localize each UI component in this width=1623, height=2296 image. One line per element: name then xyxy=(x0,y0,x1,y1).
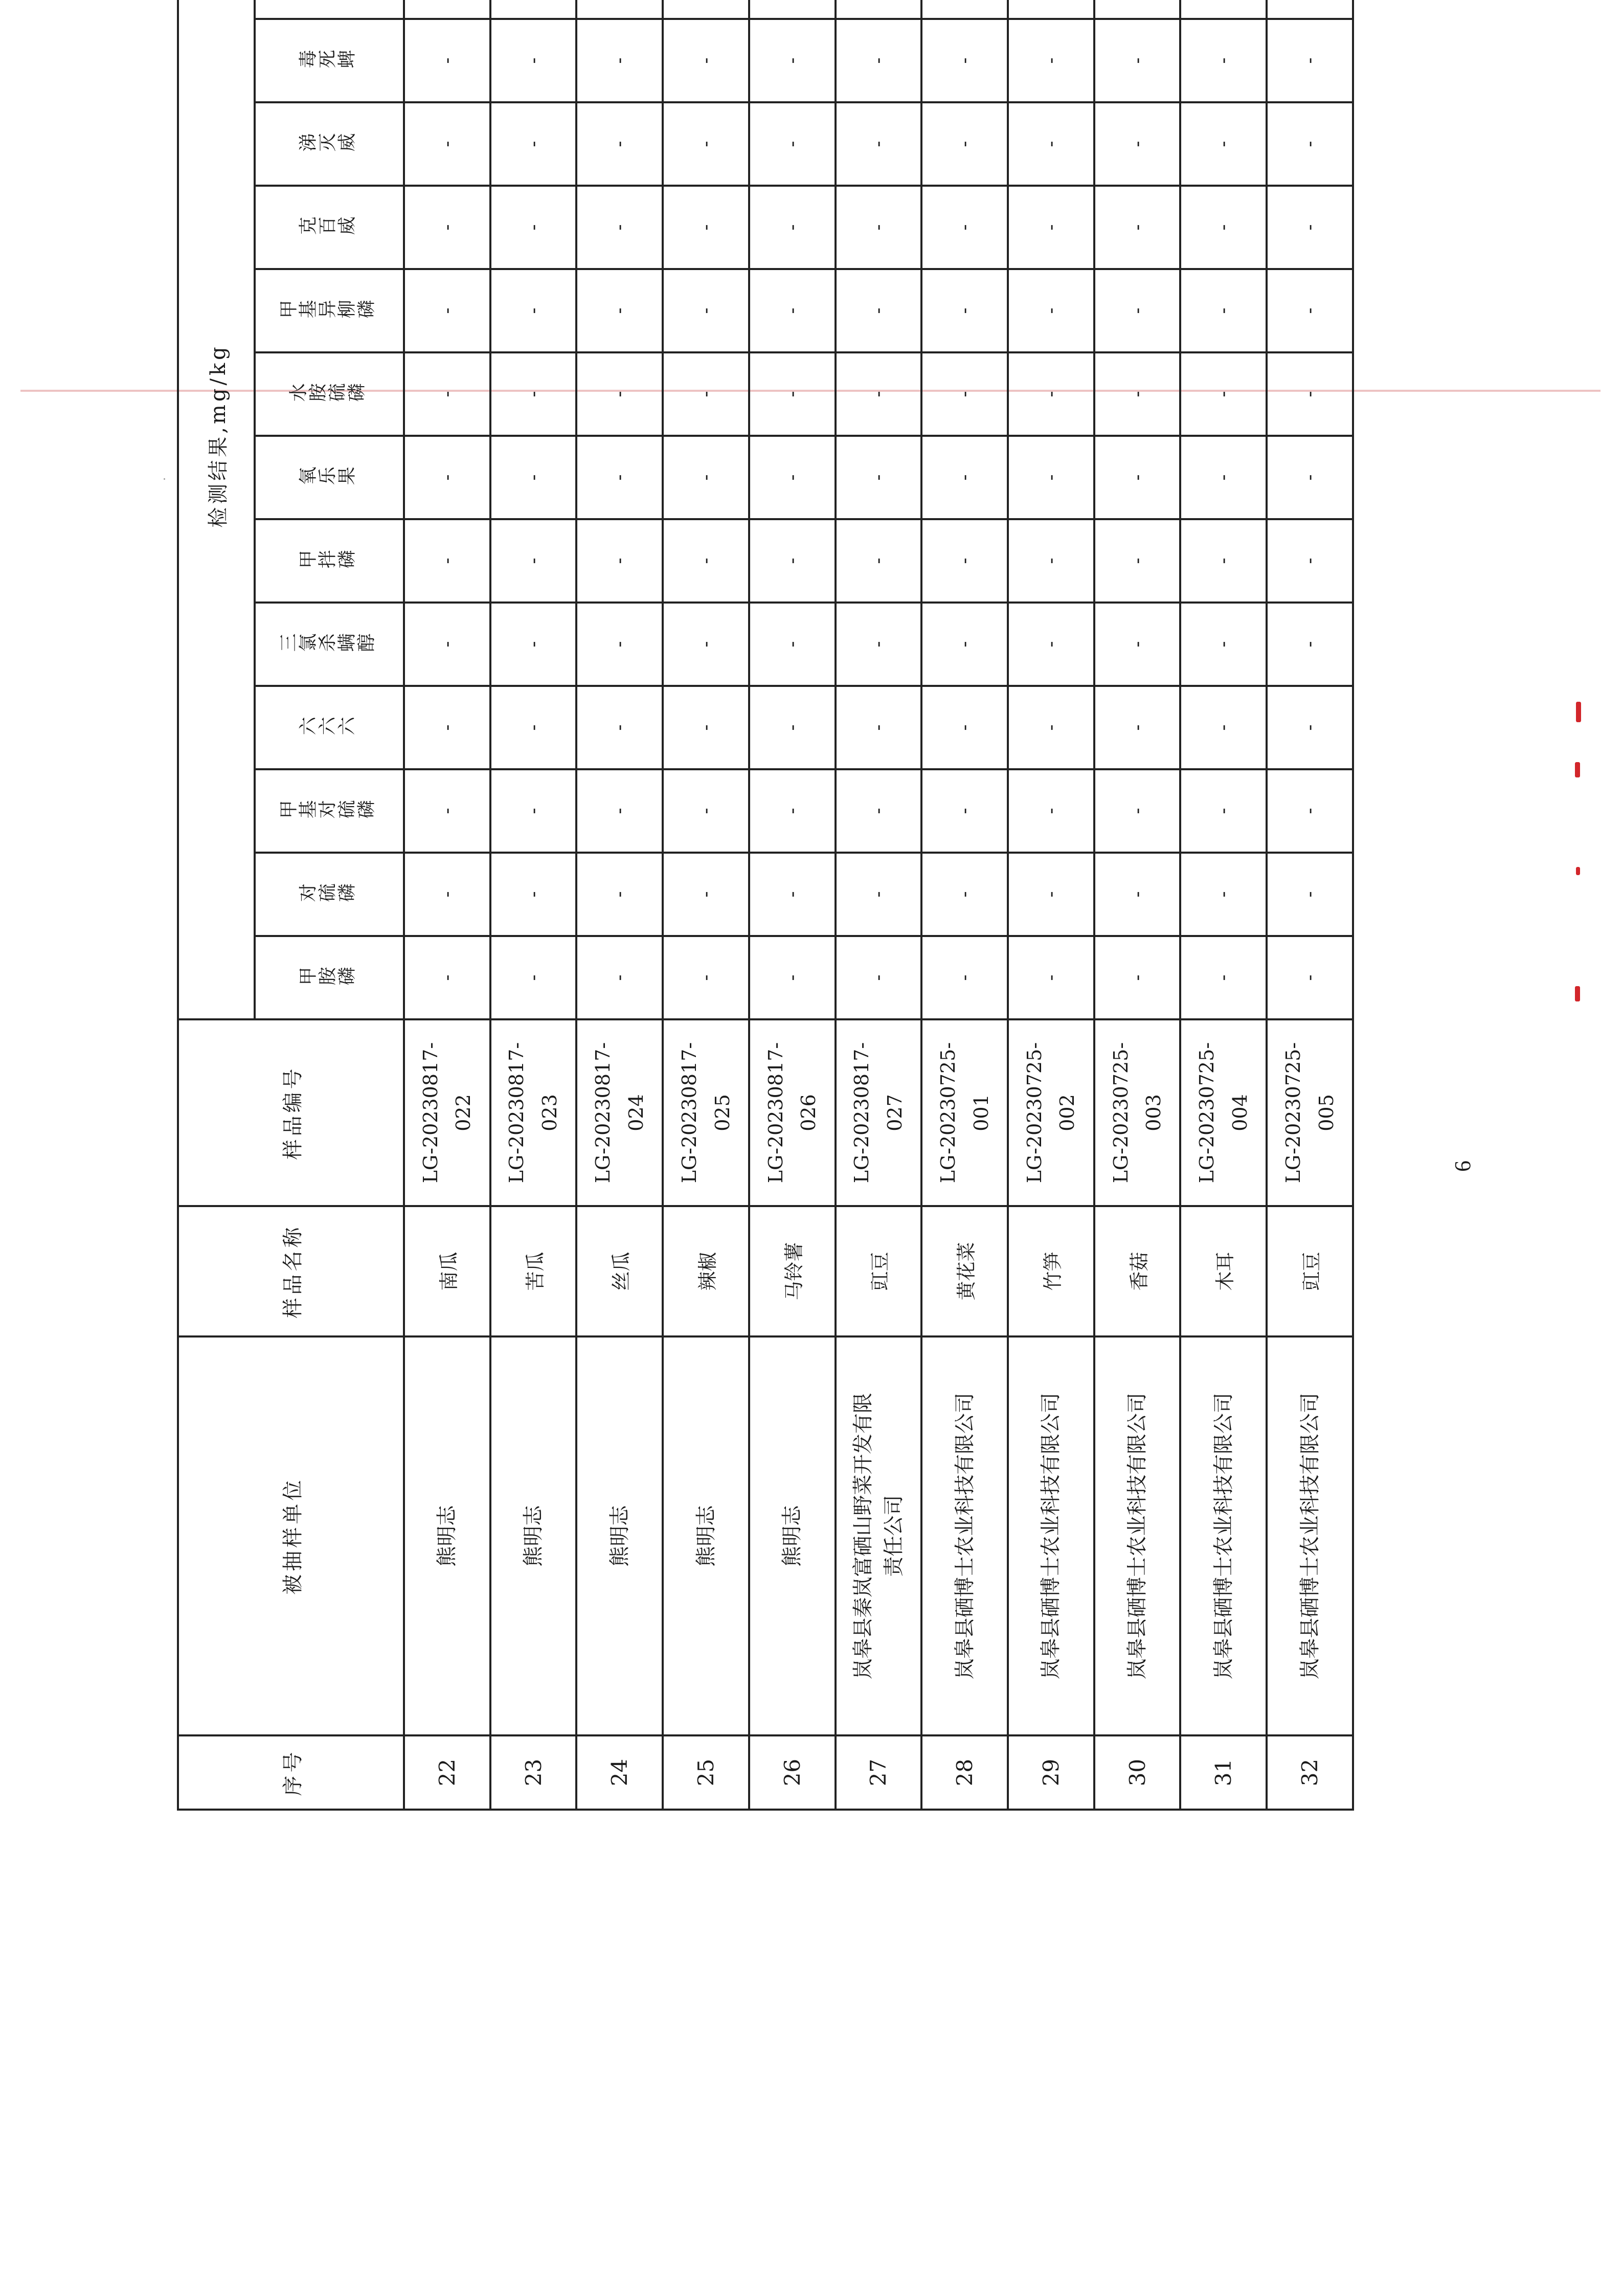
cell-unit xyxy=(1094,1336,1181,1735)
text-line: 熊明志 xyxy=(435,1505,459,1567)
text-line: 岚皋县硒博士农业科技有限公司 xyxy=(1211,1393,1235,1679)
table-row xyxy=(1267,0,1353,1810)
cell-sample-name: 丝瓜 xyxy=(576,1206,663,1336)
cell-sample-name: 南瓜 xyxy=(404,1206,490,1336)
cell-sample-name: 苦瓜 xyxy=(490,1206,577,1336)
table-row xyxy=(1008,0,1094,1810)
cell-result: - xyxy=(576,686,663,769)
table-row xyxy=(1094,0,1181,1810)
cell-unit xyxy=(404,1336,490,1735)
cell-result: - xyxy=(663,603,749,686)
cell-result: - xyxy=(490,853,577,936)
results-table xyxy=(177,0,1354,1811)
header-analyte xyxy=(255,436,404,519)
cell-result: - xyxy=(663,352,749,436)
cell-result: - xyxy=(921,269,1008,352)
cell-result: - xyxy=(663,686,749,769)
cell-result: - xyxy=(1180,352,1267,436)
cell-result: - xyxy=(404,519,490,603)
analyte-label: 甲基异柳磷 xyxy=(278,300,376,321)
header-sample-name: 样品名称 xyxy=(178,1206,404,1336)
cell-result: - xyxy=(663,102,749,186)
rotated-table-wrapper xyxy=(177,0,1354,1811)
cell-unit xyxy=(749,1336,836,1735)
cell-result xyxy=(1267,0,1353,19)
cell-result: - xyxy=(490,436,577,519)
cell-result: - xyxy=(1267,603,1353,686)
cell-result: - xyxy=(836,352,922,436)
cell-result: - xyxy=(836,769,922,853)
header-unit: 被抽样单位 xyxy=(178,1336,404,1735)
cell-result: - xyxy=(576,19,663,102)
header-analyte xyxy=(255,936,404,1019)
cell-result: - xyxy=(749,769,836,853)
text-line: 003 xyxy=(1142,1094,1165,1131)
cell-sample-code xyxy=(663,1019,749,1206)
text-line: LG-20230725- xyxy=(1196,1042,1219,1184)
cell-unit xyxy=(490,1336,577,1735)
cell-result: - xyxy=(1180,603,1267,686)
analyte-label: 三氯杀螨醇 xyxy=(278,633,376,655)
text-line: 岚皋县硒博士农业科技有限公司 xyxy=(1125,1393,1149,1679)
text-line: 022 xyxy=(452,1094,475,1131)
cell-result: - xyxy=(490,352,577,436)
header-analyte xyxy=(255,686,404,769)
cell-result: - xyxy=(1094,519,1181,603)
cell-result: - xyxy=(1180,853,1267,936)
cell-result: - xyxy=(1267,853,1353,936)
analyte-label: 甲拌磷 xyxy=(298,550,356,571)
cell-result: - xyxy=(749,686,836,769)
cell-result: - xyxy=(576,186,663,269)
analyte-label: 甲胺磷 xyxy=(298,967,356,988)
text-line: 025 xyxy=(711,1094,734,1131)
cell-result: - xyxy=(1008,186,1094,269)
cell-result: - xyxy=(1180,686,1267,769)
analyte-label: 涕灭威 xyxy=(298,133,356,154)
cell-result: - xyxy=(576,769,663,853)
cell-seq: 25 xyxy=(663,1735,749,1810)
text-line: LG-20230817- xyxy=(850,1042,873,1184)
cell-result: - xyxy=(1008,19,1094,102)
cell-result: - xyxy=(1094,102,1181,186)
cell-result: - xyxy=(1094,603,1181,686)
header-seq: 序号 xyxy=(178,1735,404,1810)
cell-result: - xyxy=(836,686,922,769)
cell-result xyxy=(1008,0,1094,19)
cell-sample-code xyxy=(1008,1019,1094,1206)
text-line: 001 xyxy=(970,1094,993,1131)
text-line: 027 xyxy=(883,1094,906,1131)
text-line: 岚皋县硒博士农业科技有限公司 xyxy=(953,1393,977,1679)
text-line: LG-20230725- xyxy=(1282,1042,1304,1184)
cell-seq: 31 xyxy=(1180,1735,1267,1810)
text-line: LG-20230817- xyxy=(678,1042,701,1184)
cell-result: - xyxy=(836,102,922,186)
cell-seq: 30 xyxy=(1094,1735,1181,1810)
cell-result: - xyxy=(404,936,490,1019)
cell-result: - xyxy=(490,769,577,853)
cell-result: - xyxy=(1180,936,1267,1019)
cell-result: - xyxy=(1267,686,1353,769)
text-line: 023 xyxy=(538,1094,561,1131)
cell-sample-code xyxy=(921,1019,1008,1206)
cell-seq: 22 xyxy=(404,1735,490,1810)
text-line: 002 xyxy=(1056,1094,1079,1131)
cell-result: - xyxy=(921,436,1008,519)
cell-result: - xyxy=(490,603,577,686)
header-analyte xyxy=(255,603,404,686)
cell-result: - xyxy=(490,102,577,186)
cell-result: - xyxy=(663,519,749,603)
cell-result: - xyxy=(490,186,577,269)
header-analyte xyxy=(255,186,404,269)
cell-sample-code xyxy=(576,1019,663,1206)
header-analyte xyxy=(255,102,404,186)
header-sample-code: 样品编号 xyxy=(178,1019,404,1206)
page-number: 6 xyxy=(1450,1161,1475,1172)
cell-result: - xyxy=(1008,519,1094,603)
cell-result: - xyxy=(749,102,836,186)
cell-result: - xyxy=(490,519,577,603)
analyte-label: 对硫磷 xyxy=(298,883,356,905)
cell-result: - xyxy=(921,186,1008,269)
cell-result: - xyxy=(749,352,836,436)
cell-seq: 29 xyxy=(1008,1735,1094,1810)
cell-result: - xyxy=(576,853,663,936)
header-analyte xyxy=(255,519,404,603)
cell-result: - xyxy=(1180,186,1267,269)
text-line: 责任公司 xyxy=(882,1495,906,1577)
cell-result: - xyxy=(404,352,490,436)
cell-result: - xyxy=(1094,853,1181,936)
header-row xyxy=(178,0,255,1810)
cell-seq: 27 xyxy=(836,1735,922,1810)
cell-result: - xyxy=(490,269,577,352)
cell-sample-name: 香菇 xyxy=(1094,1206,1181,1336)
cell-sample-code xyxy=(749,1019,836,1206)
cell-sample-code xyxy=(1267,1019,1353,1206)
cell-unit xyxy=(1008,1336,1094,1735)
text-line: 熊明志 xyxy=(522,1505,546,1567)
cell-result: - xyxy=(663,853,749,936)
text-line: LG-20230725- xyxy=(937,1042,960,1184)
header-analyte xyxy=(255,352,404,436)
cell-sample-code xyxy=(490,1019,577,1206)
cell-result: - xyxy=(836,603,922,686)
cell-result: - xyxy=(1008,936,1094,1019)
cell-result: - xyxy=(1267,352,1353,436)
cell-result: - xyxy=(1008,686,1094,769)
cell-result: - xyxy=(921,102,1008,186)
cell-result: - xyxy=(576,352,663,436)
cell-result: - xyxy=(404,686,490,769)
text-line: LG-20230817- xyxy=(505,1042,528,1184)
cell-sample-name: 竹笋 xyxy=(1008,1206,1094,1336)
cell-result: - xyxy=(1094,186,1181,269)
header-analyte xyxy=(255,853,404,936)
cell-unit xyxy=(921,1336,1008,1735)
table-row xyxy=(921,0,1008,1810)
analyte-label: 克百威 xyxy=(298,216,356,238)
cell-unit xyxy=(1180,1336,1267,1735)
cell-result: - xyxy=(1180,102,1267,186)
cell-result: - xyxy=(921,603,1008,686)
table-row xyxy=(749,0,836,1810)
cell-result: - xyxy=(1180,769,1267,853)
cell-result: - xyxy=(1267,519,1353,603)
cell-result: - xyxy=(836,19,922,102)
header-results-group: 检测结果,mg/kg xyxy=(178,0,255,1019)
cell-result: - xyxy=(663,769,749,853)
cell-result xyxy=(1094,0,1181,19)
cell-sample-name: 马铃薯 xyxy=(749,1206,836,1336)
cell-result: - xyxy=(749,19,836,102)
cell-result: - xyxy=(490,686,577,769)
cell-result: - xyxy=(749,269,836,352)
text-line: 熊明志 xyxy=(607,1505,632,1567)
cell-sample-name: 豇豆 xyxy=(1267,1206,1353,1336)
cell-unit xyxy=(1267,1336,1353,1735)
cell-result xyxy=(663,0,749,19)
cell-result: - xyxy=(576,269,663,352)
cell-seq: 26 xyxy=(749,1735,836,1810)
text-line: LG-20230817- xyxy=(419,1042,442,1184)
analyte-label: 六六六 xyxy=(298,717,356,738)
table-row xyxy=(663,0,749,1810)
cell-result: - xyxy=(836,269,922,352)
cell-result: - xyxy=(404,853,490,936)
analyte-label: 氧乐果 xyxy=(298,466,356,488)
cell-result: - xyxy=(404,102,490,186)
red-mark xyxy=(1576,702,1581,722)
cell-result: - xyxy=(921,519,1008,603)
cell-result: - xyxy=(836,519,922,603)
text-line: 岚皋县硒博士农业科技有限公司 xyxy=(1039,1393,1063,1679)
cell-result: - xyxy=(490,936,577,1019)
cell-result xyxy=(576,0,663,19)
cell-unit xyxy=(663,1336,749,1735)
cell-result: - xyxy=(1094,686,1181,769)
cell-result: - xyxy=(663,936,749,1019)
cell-result: - xyxy=(663,436,749,519)
cell-result: - xyxy=(663,19,749,102)
cell-seq: 28 xyxy=(921,1735,1008,1810)
analyte-label: 水胺硫磷 xyxy=(288,383,366,405)
red-mark xyxy=(1575,762,1580,777)
cell-sample-name: 辣椒 xyxy=(663,1206,749,1336)
text-line: 岚皋县秦岚富硒山野菜开发有限 xyxy=(851,1393,875,1679)
text-line: 024 xyxy=(624,1094,647,1131)
cell-result: - xyxy=(1094,436,1181,519)
text-line: 005 xyxy=(1315,1094,1338,1131)
cell-result: - xyxy=(921,769,1008,853)
analyte-label: 毒死蜱 xyxy=(298,50,356,71)
analyte-label: 甲基对硫磷 xyxy=(278,800,376,821)
header-analyte xyxy=(255,0,404,19)
cell-sample-code xyxy=(404,1019,490,1206)
cell-result: - xyxy=(749,519,836,603)
cell-result: - xyxy=(663,186,749,269)
cell-result: - xyxy=(1008,352,1094,436)
cell-result: - xyxy=(1008,603,1094,686)
cell-result xyxy=(921,0,1008,19)
table-row xyxy=(1180,0,1267,1810)
text-line: 026 xyxy=(797,1094,820,1131)
text-line: LG-20230817- xyxy=(592,1042,615,1184)
cell-result: - xyxy=(1267,19,1353,102)
cell-result: - xyxy=(1094,269,1181,352)
cell-result: - xyxy=(404,186,490,269)
cell-result: - xyxy=(749,186,836,269)
text-line: LG-20230817- xyxy=(764,1042,787,1184)
cell-result: - xyxy=(404,19,490,102)
cell-result xyxy=(1180,0,1267,19)
table-row xyxy=(404,0,490,1810)
cell-result xyxy=(836,0,922,19)
cell-result: - xyxy=(576,603,663,686)
cell-result: - xyxy=(1180,436,1267,519)
cell-result: - xyxy=(921,853,1008,936)
cell-result: - xyxy=(1008,102,1094,186)
cell-result: - xyxy=(1180,19,1267,102)
cell-result xyxy=(749,0,836,19)
text-line: LG-20230725- xyxy=(1109,1042,1132,1184)
cell-result: - xyxy=(576,102,663,186)
red-mark xyxy=(1575,986,1580,1001)
cell-result: - xyxy=(1267,186,1353,269)
text-line: 熊明志 xyxy=(780,1505,804,1567)
text-line: LG-20230725- xyxy=(1023,1042,1046,1184)
cell-result: - xyxy=(1094,769,1181,853)
cell-result: - xyxy=(576,936,663,1019)
cell-result: - xyxy=(1008,769,1094,853)
header-analyte xyxy=(255,769,404,853)
cell-result: - xyxy=(404,269,490,352)
cell-result: - xyxy=(490,19,577,102)
cell-unit xyxy=(836,1336,922,1735)
cell-result: - xyxy=(663,269,749,352)
cell-result: - xyxy=(1267,102,1353,186)
cell-result: - xyxy=(1094,936,1181,1019)
cell-result xyxy=(404,0,490,19)
cell-result: - xyxy=(1180,519,1267,603)
cell-result: - xyxy=(1008,436,1094,519)
header-analyte xyxy=(255,269,404,352)
cell-sample-code xyxy=(1180,1019,1267,1206)
cell-unit xyxy=(576,1336,663,1735)
cell-result: - xyxy=(836,186,922,269)
cell-result: - xyxy=(1267,269,1353,352)
cell-result: - xyxy=(1008,853,1094,936)
text-line: 004 xyxy=(1228,1094,1251,1131)
cell-result: - xyxy=(749,436,836,519)
cell-result: - xyxy=(921,936,1008,1019)
cell-result: - xyxy=(1094,19,1181,102)
red-mark xyxy=(1576,867,1580,875)
cell-result: - xyxy=(1267,436,1353,519)
cell-result xyxy=(490,0,577,19)
cell-sample-code xyxy=(1094,1019,1181,1206)
cell-result: - xyxy=(749,936,836,1019)
cell-result: - xyxy=(1094,352,1181,436)
cell-seq: 23 xyxy=(490,1735,577,1810)
table-row xyxy=(836,0,922,1810)
cell-result: - xyxy=(576,519,663,603)
cell-result: - xyxy=(576,436,663,519)
cell-result: - xyxy=(921,352,1008,436)
cell-result: - xyxy=(836,936,922,1019)
cell-result: - xyxy=(921,686,1008,769)
text-line: 岚皋县硒博士农业科技有限公司 xyxy=(1298,1393,1322,1679)
cell-result: - xyxy=(749,603,836,686)
cell-seq: 24 xyxy=(576,1735,663,1810)
cell-result: - xyxy=(921,19,1008,102)
text-line: 熊明志 xyxy=(694,1505,718,1567)
cell-result: - xyxy=(836,853,922,936)
cell-sample-name: 木耳 xyxy=(1180,1206,1267,1336)
cell-result: - xyxy=(1267,769,1353,853)
cell-seq: 32 xyxy=(1267,1735,1353,1810)
table-row xyxy=(576,0,663,1810)
table-row xyxy=(490,0,577,1810)
cell-result: - xyxy=(404,769,490,853)
cell-sample-code xyxy=(836,1019,922,1206)
scan-speck xyxy=(164,478,165,480)
cell-result: - xyxy=(404,603,490,686)
cell-result: - xyxy=(404,436,490,519)
cell-sample-name: 黄花菜 xyxy=(921,1206,1008,1336)
cell-result: - xyxy=(1267,936,1353,1019)
cell-result: - xyxy=(836,436,922,519)
cell-result: - xyxy=(1180,269,1267,352)
header-analyte xyxy=(255,19,404,102)
cell-result: - xyxy=(1008,269,1094,352)
cell-sample-name: 豇豆 xyxy=(836,1206,922,1336)
cell-result: - xyxy=(749,853,836,936)
